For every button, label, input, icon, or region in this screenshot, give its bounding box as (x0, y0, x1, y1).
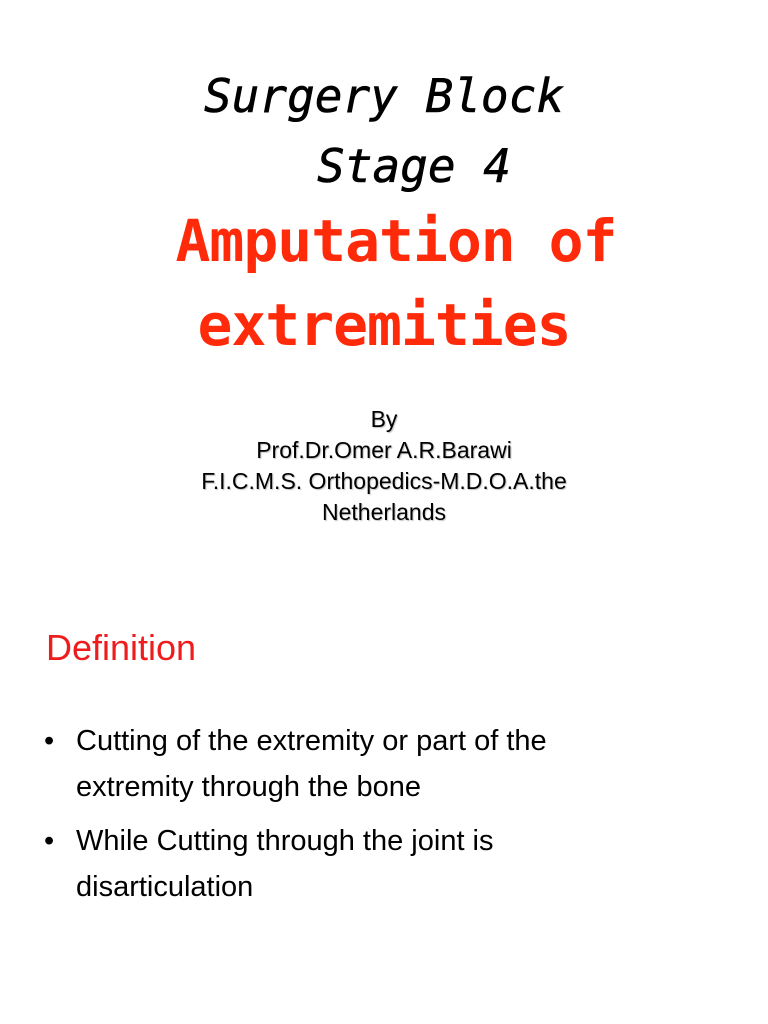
author-block (0, 404, 768, 528)
author-by-label: By (370, 406, 398, 432)
definition-slide (0, 600, 768, 1024)
lecture-title-line2: extremities (197, 291, 571, 359)
bullet-icon: • (44, 725, 55, 757)
list-item-text-line: While Cutting through the joint is (76, 825, 494, 857)
definition-list (42, 718, 722, 918)
author-credentials: F.I.C.M.S. Orthopedics-M.D.O.A.the (201, 468, 567, 494)
bullet-icon: • (44, 825, 55, 857)
list-item-text-line: disarticulation (76, 871, 254, 903)
course-title: Surgery Block (203, 69, 565, 123)
list-item-text-line: extremity through the bone (76, 771, 421, 803)
author-country: Netherlands (321, 499, 447, 525)
list-item-text-line: Cutting of the extremity or part of the (76, 725, 547, 757)
lecture-title-line1: Amputation of (175, 207, 617, 275)
list-item (42, 818, 722, 910)
course-stage: Stage 4 (317, 139, 511, 193)
section-heading: Definition (46, 627, 197, 668)
list-item (42, 718, 722, 810)
author-name: Prof.Dr.Omer A.R.Barawi (256, 437, 512, 463)
